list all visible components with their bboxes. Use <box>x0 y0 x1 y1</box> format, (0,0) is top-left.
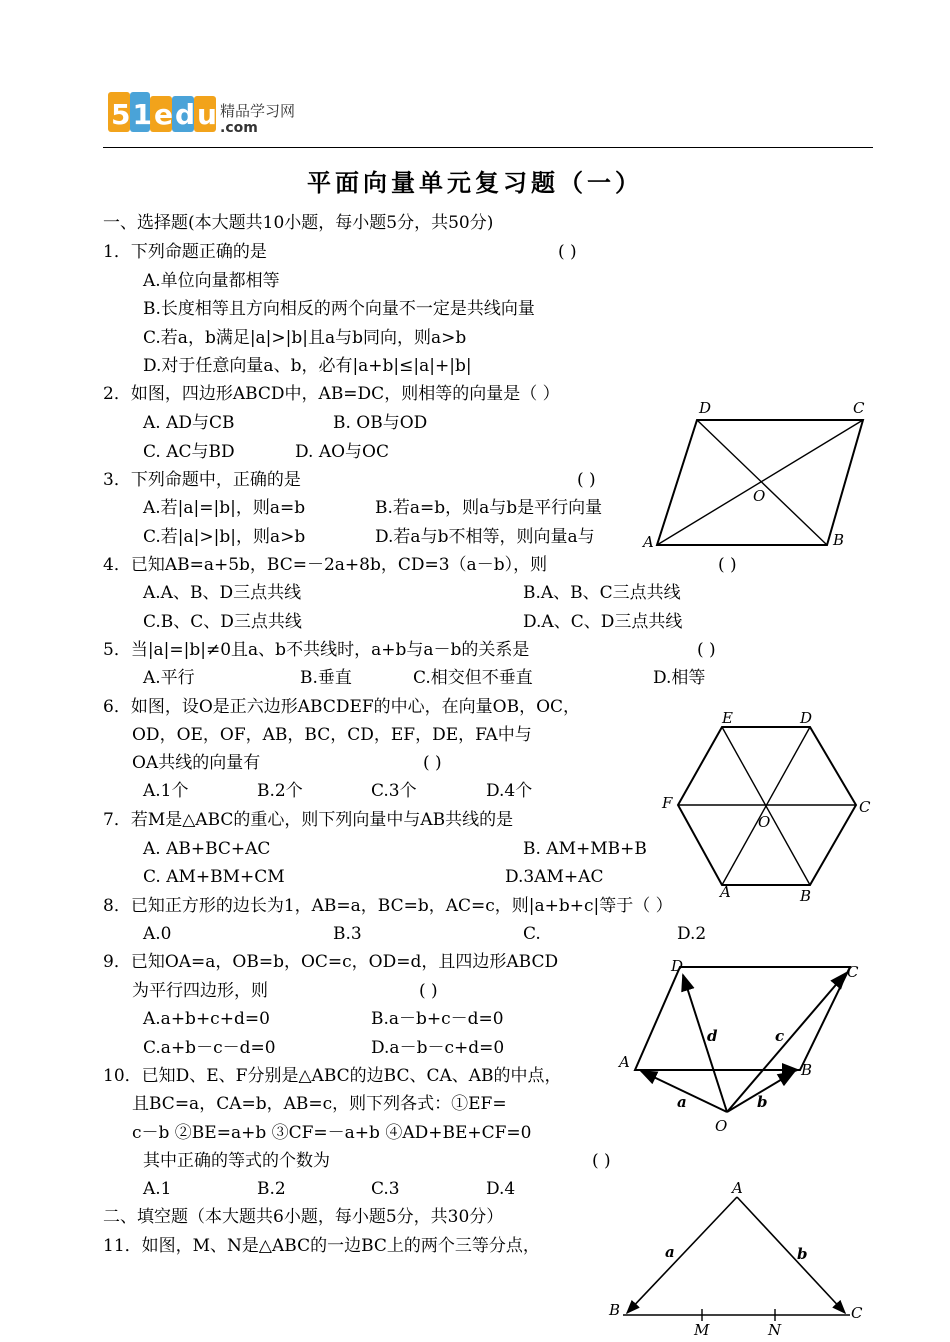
text-line: A. AD与CB <box>143 413 235 433</box>
text-line: D.A、C、D三点共线 <box>523 612 683 632</box>
figure-hexagon <box>660 705 880 905</box>
figure-label: b <box>797 1245 808 1263</box>
text-line: B.3 <box>333 924 362 944</box>
figure-label: C <box>859 798 871 816</box>
figure-label: O <box>753 487 766 505</box>
text-line: 5．当|a|=|b|≠0且a、b不共线时，a+b与a－b的关系是 <box>103 640 530 660</box>
text-line: D.若a与b不相等，则向量a与 <box>375 527 595 547</box>
figure-label: C <box>851 1304 863 1322</box>
text-line: B. OB与OD <box>333 413 428 433</box>
header-rule <box>103 147 873 148</box>
text-line: B. AM+MB+B <box>523 839 647 859</box>
text-line: 11．如图，M、N是△ABC的一边BC上的两个三等分点， <box>103 1236 540 1256</box>
text-line: OA共线的向量有 <box>132 753 261 773</box>
figure-label: d <box>707 1027 718 1045</box>
text-line: D.3AM+AC <box>505 867 604 887</box>
figure-label: D <box>699 399 712 417</box>
text-line: 8．已知正方形的边长为1，AB=a，BC=b，AC=c，则|a+b+c|等于（ ） <box>103 896 673 916</box>
figure-quad-vectors <box>615 955 875 1140</box>
figure-label: B <box>833 531 845 549</box>
figure-label: D <box>800 709 813 727</box>
text-line: B.长度相等且方向相反的两个向量不一定是共线向量 <box>143 299 535 319</box>
text-line: ( ) <box>577 470 596 490</box>
text-line: A.若|a|=|b|，则a=b <box>143 498 306 518</box>
figure-label: N <box>768 1321 782 1339</box>
text-line: 4．已知AB=a+5b，BC=－2a+8b，CD=3（a－b），则 <box>103 555 548 575</box>
text-line: D.2 <box>677 924 707 944</box>
text-line: 2．如图，四边形ABCD中，AB=DC，则相等的向量是（ ） <box>103 384 560 404</box>
figure-label: O <box>715 1117 728 1135</box>
text-line: D.相等 <box>653 668 706 688</box>
figure-label: O <box>758 813 771 831</box>
figure-label: A <box>643 533 654 551</box>
text-line: B.a－b+c－d=0 <box>371 1009 504 1029</box>
svg-text:51edu: 51edu <box>111 98 219 131</box>
text-line: 10．已知D、E、F分别是△ABC的边BC、CA、AB的中点， <box>103 1066 562 1086</box>
svg-text:.com: .com <box>220 120 258 136</box>
text-line: B.2个 <box>257 781 303 801</box>
figure-label: D <box>671 957 684 975</box>
text-line: A.1 <box>143 1179 172 1199</box>
text-line: C.a+b－c－d=0 <box>143 1038 276 1058</box>
text-line: A.单位向量都相等 <box>143 271 280 291</box>
text-line: C.相交但不垂直 <box>413 668 533 688</box>
text-line: A.0 <box>143 924 172 944</box>
text-line: 3．下列命题中，正确的是 <box>103 470 301 490</box>
figure-label: c <box>775 1027 785 1045</box>
text-line: C.3个 <box>371 781 417 801</box>
figure-label: A <box>619 1053 630 1071</box>
text-line: ( ) <box>423 753 442 773</box>
text-line: ( ) <box>697 640 716 660</box>
text-line: C.B、C、D三点共线 <box>143 612 302 632</box>
text-line: A.平行 <box>143 668 195 688</box>
text-line: A.a+b+c+d=0 <box>143 1009 270 1029</box>
figure-label: A <box>720 883 731 901</box>
text-line: B.若a=b，则a与b是平行向量 <box>375 498 603 518</box>
text-line: B.垂直 <box>300 668 352 688</box>
text-line: C. AM+BM+CM <box>143 867 285 887</box>
text-line: D.4 <box>486 1179 516 1199</box>
text-line: 其中正确的等式的个数为 <box>143 1151 330 1171</box>
text-line: ( ) <box>718 555 737 575</box>
text-line: OD，OE，OF，AB，BC，CD，EF，DE，FA中与 <box>132 725 532 745</box>
text-line: 7．若M是△ABC的重心，则下列向量中与AB共线的是 <box>103 810 514 830</box>
text-line: D.4个 <box>486 781 533 801</box>
page-title: 平面向量单元复习题（一） <box>307 168 643 197</box>
figure-label: b <box>757 1093 768 1111</box>
text-line: C.若|a|>|b|，则a>b <box>143 527 306 547</box>
text-line: 为平行四边形，则 <box>132 981 268 1001</box>
figure-label: M <box>694 1321 710 1339</box>
text-line: A.A、B、D三点共线 <box>143 583 302 603</box>
text-line: 1．下列命题正确的是 <box>103 242 267 262</box>
figure-label: E <box>722 709 733 727</box>
text-line: ( ) <box>592 1151 611 1171</box>
text-line: C.3 <box>371 1179 400 1199</box>
figure-triangle <box>605 1175 875 1342</box>
text-line: c－b ②BE=a+b ③CF=－a+b ④AD+BE+CF=0 <box>132 1123 532 1143</box>
figure-label: a <box>665 1243 675 1261</box>
text-line: B.2 <box>257 1179 286 1199</box>
text-line: D. AO与OC <box>295 442 389 462</box>
text-line: ( ) <box>419 981 438 1001</box>
figure-label: B <box>800 887 812 905</box>
text-line: C.若a，b满足|a|>|b|且a与b同向，则a>b <box>143 328 467 348</box>
text-line: D.a－b－c+d=0 <box>371 1038 505 1058</box>
text-line: D.对于任意向量a、b，必有|a+b|≤|a|+|b| <box>143 356 472 376</box>
figure-label: C <box>853 399 865 417</box>
figure-label: A <box>732 1179 743 1197</box>
figure-label: F <box>662 794 673 812</box>
text-line: ( ) <box>558 242 577 262</box>
text-line: A. AB+BC+AC <box>143 839 271 859</box>
text-line: 二、填空题（本大题共6小题，每小题5分，共30分） <box>103 1207 504 1227</box>
text-line: C. <box>523 924 541 944</box>
text-line: 一、选择题(本大题共10小题，每小题5分，共50分) <box>103 213 494 233</box>
text-line: 9．已知OA=a，OB=b，OC=c，OD=d，且四边形ABCD <box>103 952 559 972</box>
text-line: C. AC与BD <box>143 442 235 462</box>
text-line: 6．如图，设O是正六边形ABCDEF的中心，在向量OB，OC， <box>103 697 581 717</box>
figure-label: B <box>609 1301 621 1319</box>
text-line: A.1个 <box>143 781 189 801</box>
text-line: B.A、B、C三点共线 <box>523 583 681 603</box>
text-line: 且BC=a，CA=b，AB=c，则下列各式：①EF= <box>132 1094 507 1114</box>
figure-label: B <box>801 1061 813 1079</box>
figure-parallelogram <box>635 395 875 555</box>
figure-label: C <box>847 963 859 981</box>
svg-text:精品学习网: 精品学习网 <box>220 102 296 120</box>
figure-label: a <box>677 1093 687 1111</box>
site-logo <box>108 86 308 138</box>
